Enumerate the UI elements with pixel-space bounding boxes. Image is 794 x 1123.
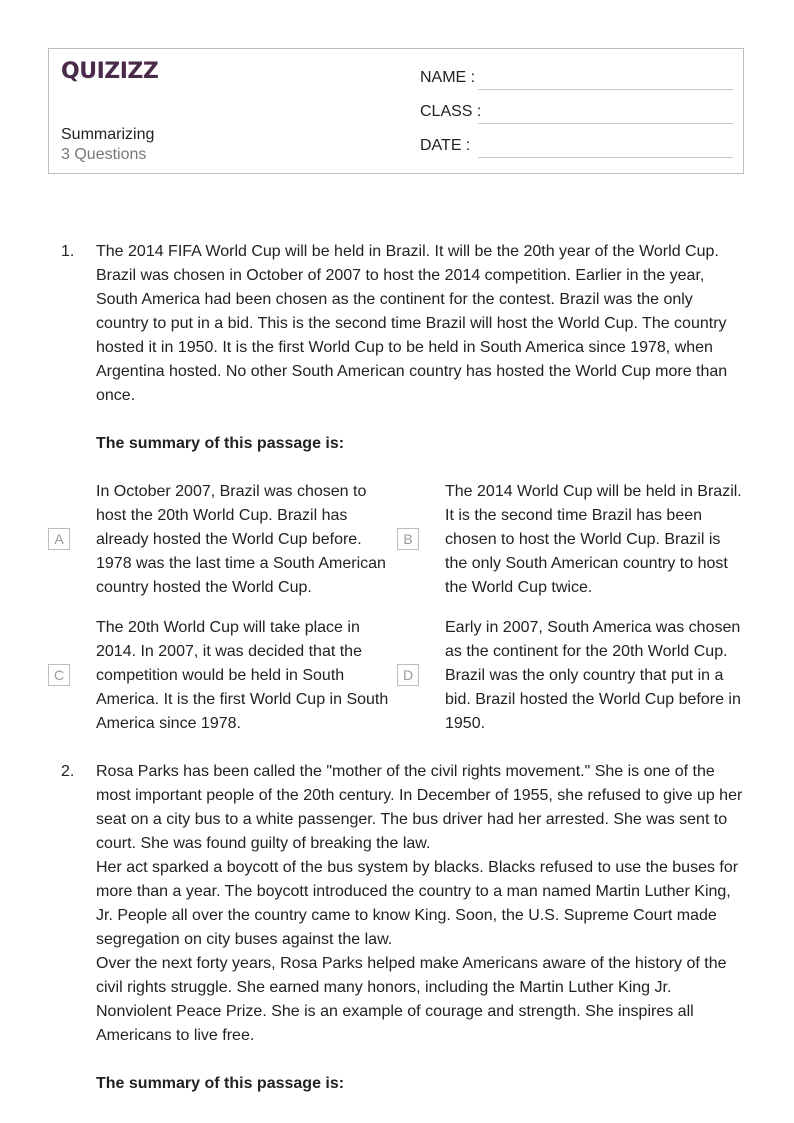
passage-paragraph: The 2014 FIFA World Cup will be held in Brazil. It will be the 20th year of the World Cup. Brazil was chosen in October of 2007 to host the 2014 competition. Earlier in the year, South America had been chosen as the continent for the contest. Brazil was the only country to put in a bid. This is the second time Brazil will host the World Cup. The country hosted it in 1950. It is the first World Cup to be held in South America since 1978, when Argentina hosted. No other South American country has hosted the World Cup more than once. bbox=[96, 243, 728, 404]
option-a-text[interactable]: In October 2007, Brazil was chosen to host the 20th World Cup. Brazil has already hosted the World Cup before. 1978 was the last time a South American country hosted the World Cup. bbox=[96, 483, 386, 596]
class-label: CLASS : bbox=[420, 103, 482, 120]
date-line[interactable] bbox=[478, 157, 733, 158]
option-d-text[interactable]: Early in 2007, South America was chosen as the continent for the 20th World Cup. Brazil was the only country that put in a bid. Brazil hosted the World Cup before in 1950. bbox=[445, 619, 741, 732]
date-label: DATE : bbox=[420, 137, 471, 154]
passage-paragraph: Her act sparked a boycott of the bus system by blacks. Blacks refused to use the buses for more than a year. The boycott introduced the country to a man named Martin Luther King, Jr. People all over the country came to know King. Soon, the U.S. Supreme Court made segregation on city buses against the law. bbox=[96, 859, 739, 948]
question-number: 1. bbox=[61, 243, 75, 260]
option-b-text[interactable]: The 2014 World Cup will be held in Brazil. It is the second time Brazil has been chosen to host the World Cup. Brazil is the only South American country to host the World Cup twice. bbox=[445, 483, 742, 596]
option-d-marker[interactable]: D bbox=[397, 664, 419, 686]
worksheet-title: Summarizing bbox=[61, 126, 155, 143]
option-a-marker[interactable]: A bbox=[48, 528, 70, 550]
question-passage bbox=[96, 240, 746, 408]
passage-paragraph: Rosa Parks has been called the "mother of the civil rights movement." She is one of the most important people of the 20th century. In December of 1955, she refused to give up her seat on a city bus to a white passenger. The bus driver had her arrested. She was sent to court. She was found guilty of breaking the law. bbox=[96, 763, 743, 852]
question-number: 2. bbox=[61, 763, 75, 780]
option-b-marker[interactable]: B bbox=[397, 528, 419, 550]
question-count: 3 Questions bbox=[61, 146, 147, 163]
quizizz-logo: QUIZIZZ bbox=[61, 59, 159, 84]
option-c-text[interactable]: The 20th World Cup will take place in 2014. In 2007, it was decided that the competition would be held in South America. It is the first World Cup in South America since 1978. bbox=[96, 619, 389, 732]
question-passage bbox=[96, 760, 746, 1048]
option-c-marker[interactable]: C bbox=[48, 664, 70, 686]
class-line[interactable] bbox=[478, 123, 733, 124]
name-label: NAME : bbox=[420, 69, 476, 86]
summary-prompt: The summary of this passage is: bbox=[96, 1075, 345, 1092]
name-line[interactable] bbox=[478, 89, 733, 90]
summary-prompt: The summary of this passage is: bbox=[96, 435, 345, 452]
passage-paragraph: Over the next forty years, Rosa Parks helped make Americans aware of the history of the civil rights struggle. She earned many honors, including the Martin Luther King Jr. Nonviolent Peace Prize. She is an example of courage and strength. She inspires all Americans to live free. bbox=[96, 955, 727, 1044]
worksheet-header bbox=[48, 48, 744, 174]
